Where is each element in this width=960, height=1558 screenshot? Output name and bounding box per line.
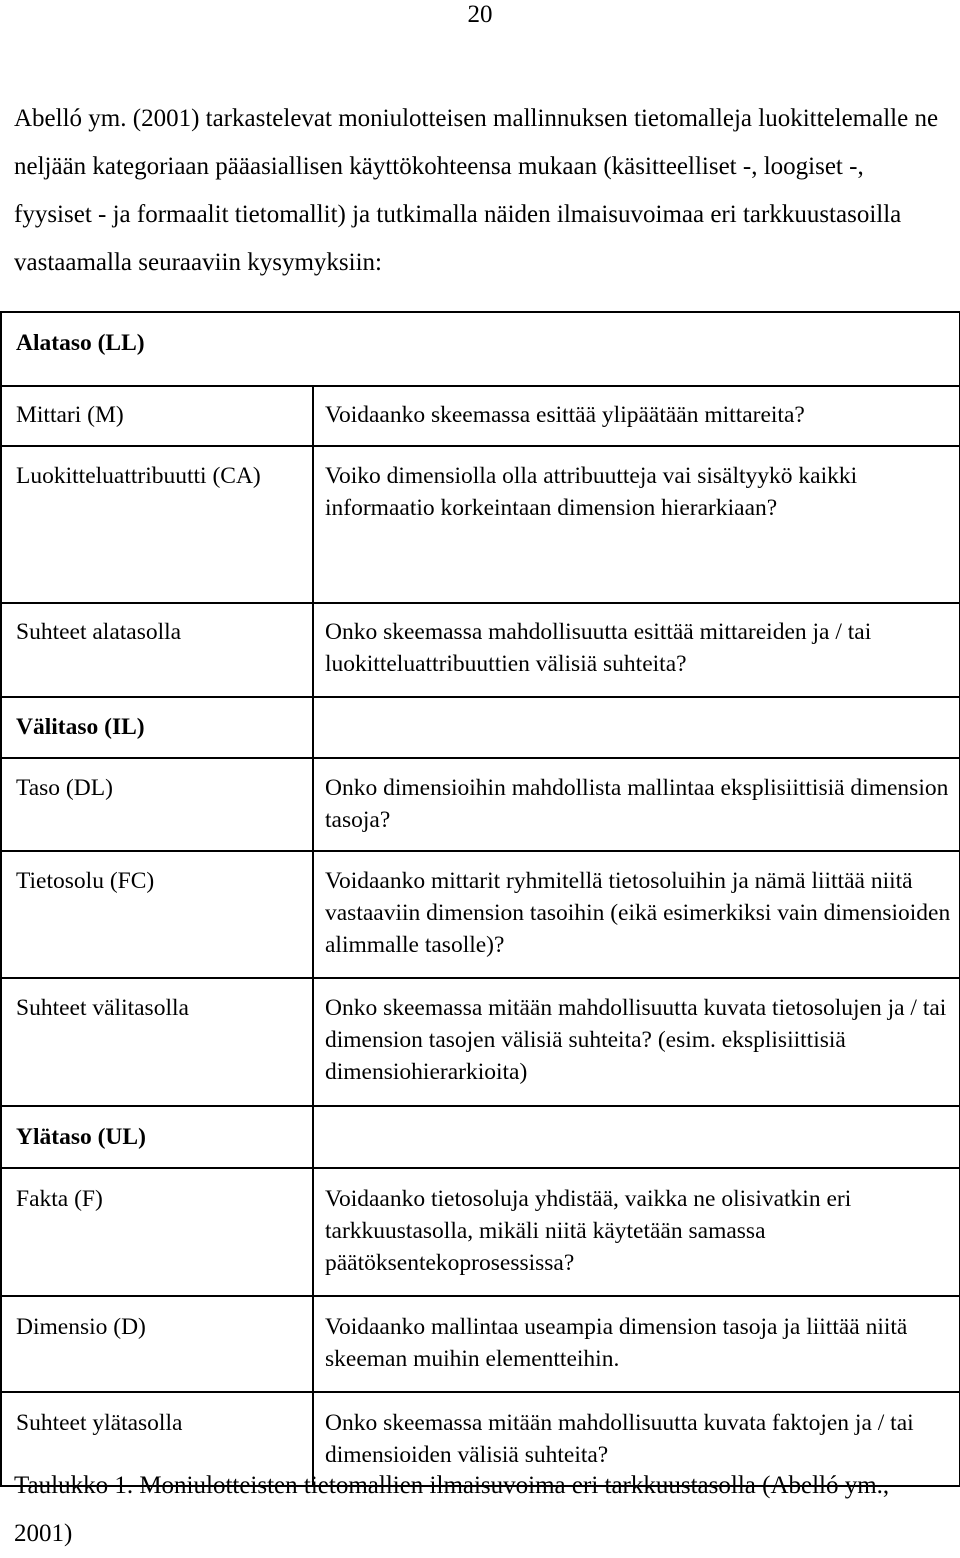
row-term: Tietosolu (FC): [1, 851, 313, 978]
table-row: [1, 851, 960, 978]
table-row: [1, 978, 960, 1106]
row-question: Onko skeemassa mitään mahdollisuutta kuvata faktojen ja / tai dimensioiden välisiä suhteita?: [313, 1392, 960, 1486]
level-title: Ylätaso (UL): [1, 1106, 313, 1168]
level-header-low: [1, 312, 960, 386]
row-question: Onko skeemassa mahdollisuutta esittää mittareiden ja / tai luokitteluattribuuttien välisiä suhteita?: [313, 603, 960, 697]
row-question: Onko dimensioihin mahdollista mallintaa eksplisiittisiä dimension tasoja?: [313, 758, 960, 851]
level-header-upper: [1, 1106, 960, 1168]
row-term: Luokitteluattribuutti (CA): [1, 446, 313, 603]
table-row: [1, 1296, 960, 1392]
row-term: Fakta (F): [1, 1168, 313, 1296]
level-title: Välitaso (IL): [1, 697, 313, 758]
row-term: Suhteet välitasolla: [1, 978, 313, 1106]
level-header-intermediate: [1, 697, 960, 758]
row-question: Voidaanko mallintaa useampia dimension tasoja ja liittää niitä skeeman muihin elementteihin.: [313, 1296, 960, 1392]
row-term: Dimensio (D): [1, 1296, 313, 1392]
row-question: Onko skeemassa mitään mahdollisuutta kuvata tietosolujen ja / tai dimension tasojen välisiä suhteita? (esim. eksplisiittisiä dimensiohierarkioita): [313, 978, 960, 1106]
row-question: Voidaanko tietosoluja yhdistää, vaikka ne olisivatkin eri tarkkuustasolla, mikäli niitä käytetään samassa päätöksentekoprosessissa?: [313, 1168, 960, 1296]
table-row: [1, 446, 960, 603]
row-term: Suhteet ylätasolla: [1, 1392, 313, 1486]
level-title-spacer: [313, 697, 960, 758]
row-term: Mittari (M): [1, 386, 313, 446]
row-term: Suhteet alatasolla: [1, 603, 313, 697]
level-title-spacer: [313, 1106, 960, 1168]
table-caption: Taulukko 1. Moniulotteisten tietomallien ilmaisuvoima eri tarkkuustasolla (Abelló ym., 2001): [14, 1472, 890, 1547]
table-row: [1, 386, 960, 446]
row-question: Voidaanko skeemassa esittää ylipäätään mittareita?: [313, 386, 960, 446]
row-question: Voidaanko mittarit ryhmitellä tietosoluihin ja nämä liittää niitä vastaaviin dimension tasoihin (eikä esimerkiksi vain dimensioiden alimmalle tasolle)?: [313, 851, 960, 978]
table-row: [1, 603, 960, 697]
page-number: 20: [467, 1, 493, 28]
level-title: Alataso (LL): [1, 312, 960, 386]
table-row: [1, 758, 960, 851]
table-row: [1, 1168, 960, 1296]
expressiveness-table: [0, 311, 960, 1487]
row-question: Voiko dimensiolla olla attribuutteja vai sisältyykö kaikki informaatio korkeintaan dimension hierarkiaan?: [313, 446, 960, 603]
intro-paragraph: Abelló ym. (2001) tarkastelevat moniulotteisen mallinnuksen tietomalleja luokittelemalle ne neljään kategoriaan pääasiallisen käyttökohteensa mukaan (käsitteelliset -, loogiset -, fyysiset - ja formaalit tietomallit) ja tutkimalla näiden ilmaisuvoimaa eri tarkkuustasoilla vastaamalla seuraaviin kysymyksiin:: [14, 105, 939, 276]
row-term: Taso (DL): [1, 758, 313, 851]
